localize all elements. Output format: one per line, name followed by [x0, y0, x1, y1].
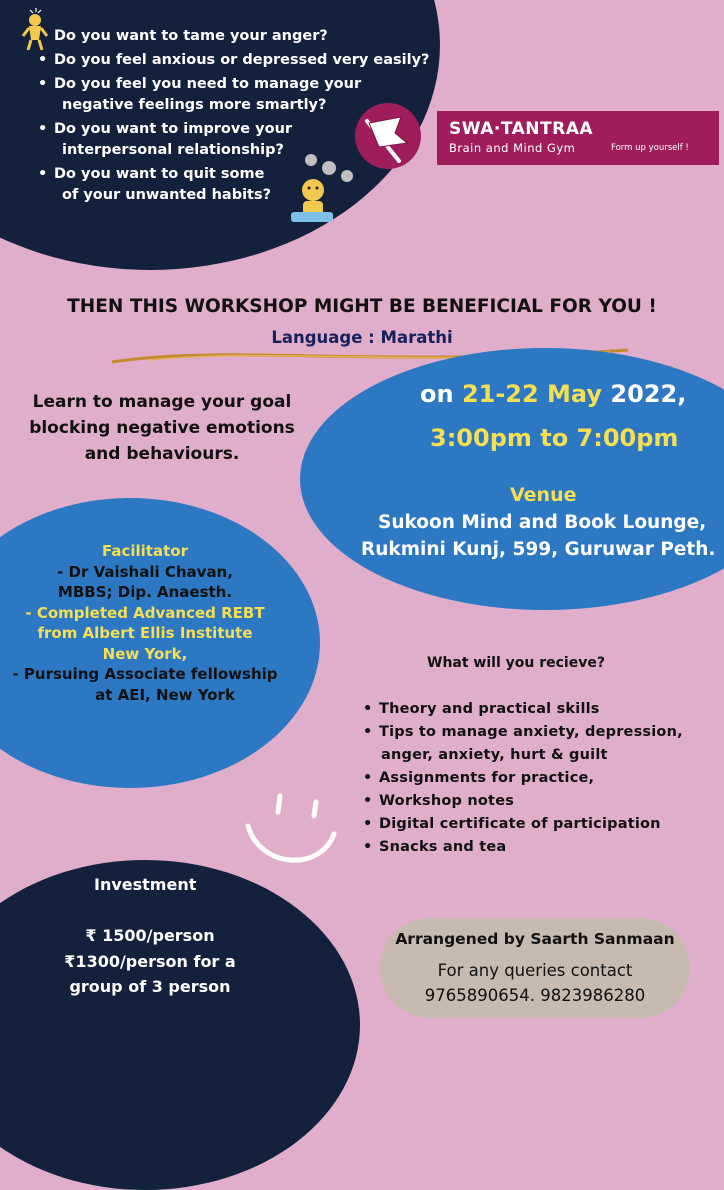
facilitator-line: - Dr Vaishali Chavan, [57, 562, 233, 581]
contact-label: For any queries contact [437, 961, 633, 980]
facilitator-label: Facilitator [102, 542, 188, 560]
list-item: • Theory and practical skills [362, 698, 722, 721]
learn-description [12, 389, 312, 467]
facilitator-info [0, 541, 290, 705]
headline: THEN THIS WORKSHOP MIGHT BE BENEFICIAL FOR YOU ! [67, 296, 657, 317]
language-label: Language : Marathi [271, 328, 453, 347]
price-line: ₹ 1500/person [85, 926, 215, 945]
investment-blob [0, 860, 360, 1190]
learn-line: Learn to manage your goal [32, 392, 292, 412]
price-line: ₹1300/person for a [64, 952, 236, 971]
learn-line: blocking negative emotions [29, 418, 295, 438]
question-item: Do you want to tame your anger? [54, 28, 328, 44]
event-date: on 21-22 May 2022, [420, 380, 687, 408]
facilitator-line: - Completed Advanced REBT [25, 603, 265, 622]
investment-title: Investment [94, 875, 197, 894]
venue-label: Venue [510, 484, 577, 506]
question-item: • Do you want to improve your interpersonal relationship? [34, 119, 434, 161]
event-time: 3:00pm to 7:00pm [430, 424, 679, 452]
smiley-face-icon [240, 790, 340, 875]
facilitator-line: New York, [102, 644, 188, 663]
contact-phones: 9765890654. 9823986280 [424, 986, 646, 1005]
logo-flag-circle [355, 103, 421, 169]
question-item: • Do you feel you need to manage your negative feelings more smartly? [34, 74, 434, 116]
thinking-person-icon [287, 150, 357, 228]
logo-title: SWA·TANTRAA [449, 119, 594, 139]
facilitator-line: MBBS; Dip. Anaesth. [57, 583, 233, 601]
list-item: • Digital certificate of participation [362, 813, 722, 836]
venue-line: Rukmini Kunj, 599, Guruwar Peth. [361, 539, 716, 560]
learn-line: and behaviours. [84, 444, 240, 464]
facilitator-line: - Pursuing Associate fellowship [12, 665, 278, 683]
list-item: • Workshop notes [362, 790, 722, 813]
list-item: • Snacks and tea [362, 836, 722, 859]
flag-icon [355, 103, 421, 169]
logo-tagline: Form up yourself ! [611, 143, 689, 153]
list-item: • Assignments for practice, [362, 767, 722, 790]
question-item: • Do you want to quit some of your unwanted habits? [34, 164, 434, 206]
receive-list [362, 698, 722, 859]
arranged-by: Arrangened by Saarth Sanmaan [395, 930, 675, 948]
price-line: group of 3 person [69, 977, 231, 996]
venue-line: Sukoon Mind and Book Lounge, [378, 512, 707, 533]
facilitator-line: at AEI, New York [95, 685, 235, 704]
question-item: • Do you feel anxious or depressed very easily? [34, 50, 434, 71]
facilitator-line: from Albert Ellis Institute [37, 624, 253, 642]
logo-subtitle: Brain and Mind Gym [449, 141, 576, 155]
receive-title: What will you recieve? [427, 655, 605, 671]
list-item: • Tips to manage anxiety, depression, anger, anxiety, hurt & guilt [362, 721, 722, 767]
